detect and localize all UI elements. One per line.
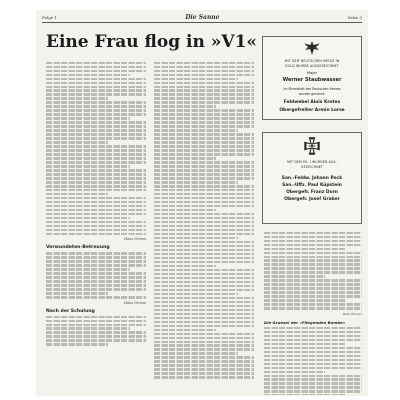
header-rule	[42, 22, 362, 23]
column-right	[264, 230, 362, 395]
page-number-right: Seite 3	[347, 14, 362, 20]
honoree-name: San.-Feldw. Johann Pock	[281, 176, 343, 181]
signature: Hans Grimm	[124, 300, 146, 305]
eagle-icon	[302, 39, 322, 57]
column-left-text	[46, 62, 146, 236]
box2-names	[263, 175, 361, 203]
column-middle	[154, 60, 254, 392]
box1-line4: wurden genannt:	[298, 92, 326, 96]
section-verwundeten-text	[46, 252, 146, 298]
column-middle-text	[154, 62, 254, 379]
box1-rank: Major	[307, 71, 317, 75]
masthead: Die Sanne	[185, 13, 220, 21]
signature: Ruth Ziemer	[342, 311, 362, 316]
honors-boxes	[262, 36, 362, 226]
column-right-text-top	[264, 232, 362, 310]
box1-line2: GOLD WURDE AUSGEZEICHNET	[285, 64, 339, 68]
honoree-name: Obergefr. Franz Dorn	[286, 190, 338, 195]
iron-cross-icon	[301, 135, 323, 157]
box1-line1: MIT DEM DEUTSCHEN KREUZ IN	[284, 59, 340, 63]
section-heading-schulung: Nach der Schulung	[46, 308, 95, 314]
german-cross-box	[262, 36, 362, 120]
section-heading-bombe: Die Gruesel der »Fliegenden Bombe«	[264, 319, 346, 325]
box1-name2: Feldwebel Alois Krotes	[283, 100, 341, 105]
box1-name3: Obergefreiter Armin Lorse	[279, 108, 345, 113]
page-number-left: Folge 1	[42, 14, 57, 20]
box2-line1: MIT DEM EK. I WURDEN AUS-	[287, 160, 337, 164]
column-left	[46, 60, 146, 360]
page-header	[36, 12, 368, 22]
honoree-name: Obergefr. Josef Graber	[284, 197, 340, 202]
iron-cross-box	[262, 132, 362, 224]
newspaper-page	[36, 10, 368, 396]
box1-name: Werner Staubwasser	[282, 77, 342, 83]
section-schulung-text	[46, 316, 146, 346]
signature: Hans Grimm	[124, 237, 146, 242]
section-heading-verwundeten: Verwundeten-Betreuung	[46, 245, 110, 251]
honoree-name: San.-Uffz. Paul Küpstein	[282, 183, 342, 188]
column-right-text-bottom	[264, 327, 362, 395]
article-headline: Eine Frau flog in »V1«	[46, 32, 258, 52]
box2-line2: GEZEICHNET	[301, 165, 323, 169]
box1-line3: Im Ehrenblatt des Deutschen Heeres	[283, 87, 341, 91]
